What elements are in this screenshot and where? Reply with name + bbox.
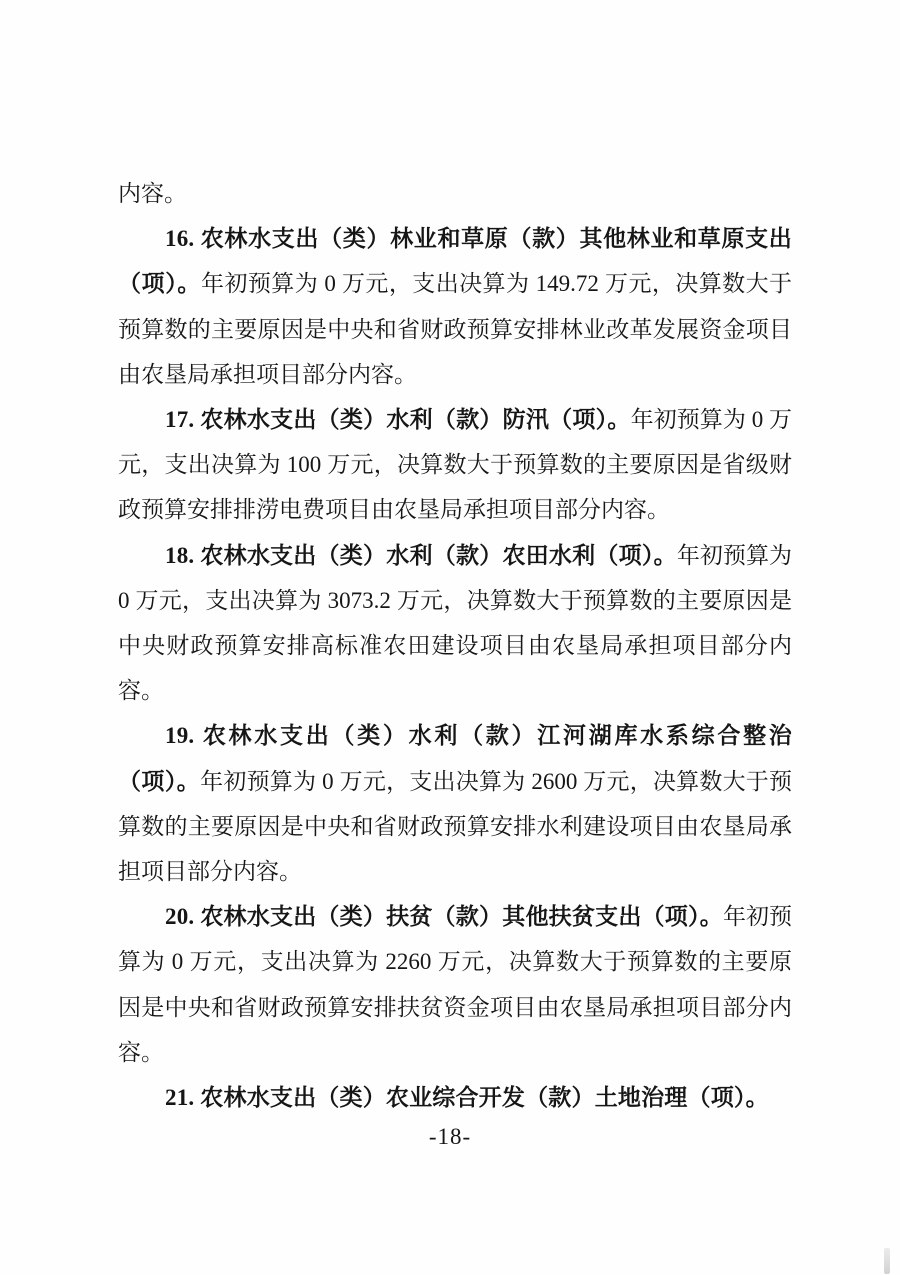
clause-heading: 17. 农林水支出（类）水利（款）防汛（项）。 [165, 407, 631, 433]
clause-body: 年初预算为 0 万元，支出决算为 149.72 万元，决算数大于预算数的主要原因是中央和省财政预算安排林业改革发展资金项目由农垦局承担项目部分内容。 [118, 271, 792, 387]
clause-heading: 16. 农林水支出（类）林业和草原（款）其他林业和草原支出（项）。 [118, 226, 792, 297]
clause-body: 年初预算为 0 万元，支出决算为 100 万元，决算数大于预算数的主要原因是省级财政预算安排排涝电费项目由农垦局承担项目部分内容。 [118, 407, 793, 523]
clause-heading: 21. 农林水支出（类）农业综合开发（款）土地治理（项）。 [165, 1085, 769, 1111]
clause-body: 年初预算为 0 万元，支出决算为 2260 万元，决算数大于预算数的主要原因是中央和省财政预算安排扶贫资金项目由农垦局承担项目部分内容。 [118, 904, 792, 1065]
document-body [118, 171, 792, 1120]
page-number: -18- [428, 1124, 472, 1149]
clause-body: 年初预算为 0 万元，支出决算为 2600 万元，决算数大于预算数的主要原因是中央和省财政预算安排水利建设项目由农垦局承担项目部分内容。 [118, 768, 792, 885]
paragraph-clause-17 [118, 397, 792, 533]
clause-heading: 20. 农林水支出（类）扶贫（款）其他扶贫支出（项）。 [165, 904, 723, 930]
paragraph-clause-19 [118, 713, 792, 894]
paragraph-clause-16 [118, 216, 792, 397]
clause-body: 内容。 [118, 181, 187, 206]
paragraph-clause-18 [118, 533, 792, 714]
paragraph-clause-21 [118, 1075, 792, 1120]
paragraph-clause-20 [118, 894, 792, 1075]
clause-body: 年初预算为 0 万元，支出决算为 3073.2 万元，决算数大于预算数的主要原因是中央财政预算安排高标准农田建设项目由农垦局承担项目部分内容。 [118, 542, 793, 704]
paragraph-continuation [118, 171, 792, 216]
scan-artifact [884, 1248, 890, 1274]
clause-heading: 19. 农林水支出（类）水利（款）江河湖库水系综合整治（项）。 [118, 723, 792, 794]
clause-heading: 18. 农林水支出（类）水利（款）农田水利（项）。 [165, 542, 677, 568]
